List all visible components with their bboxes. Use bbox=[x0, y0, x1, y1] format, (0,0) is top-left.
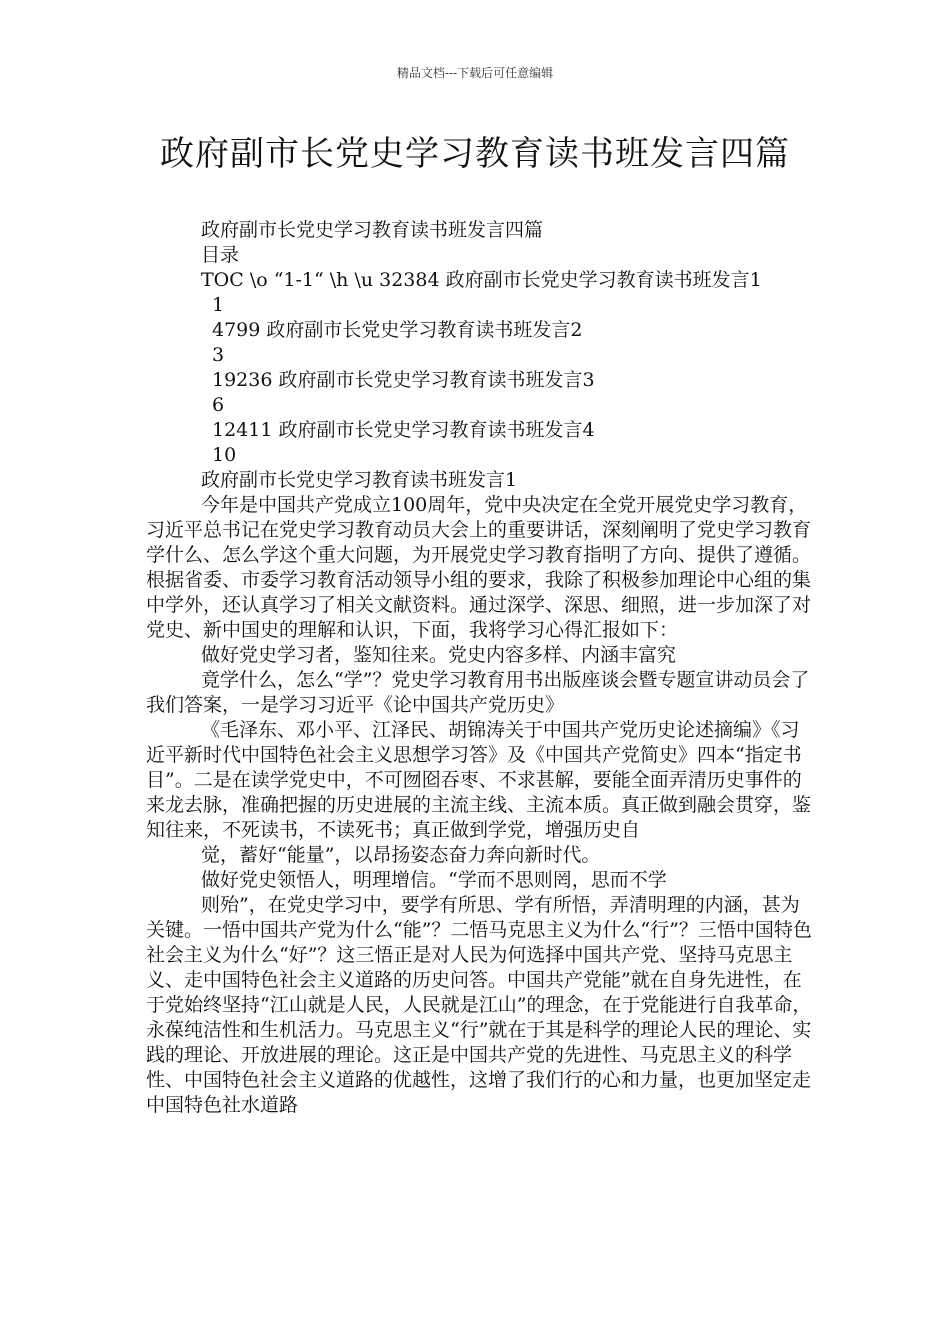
document-title: 政府副市长党史学习教育读书班发言四篇 bbox=[160, 134, 790, 174]
paragraph: 则殆”，在党史学习中，要学有所思、学有所悟，弄清明理的内涵，甚为关键。一悟中国共产党为什么“能”？二悟马克思主义为什么“行”？三悟中国特色社会主义为什么“好”？这三悟正是对人民为何选择中国共产党、坚持马克思主义、走中国特色社会主义道路的历史问答。中国共产党能”就在自身先进性，在于党始终坚持“江山就是人民，人民就是江山”的理念，在于党能进行自我革命，永葆纯洁性和生机活力。马克思主义“行”就在于其是科学的理论人民的理论、实践的理论、开放进展的理论。这正是中国共产党的先进性、马克思主义的科学性、中国特色社会主义道路的优越性，这增了我们行的心和力量，也更加坚定走中国特色社水道路 bbox=[146, 894, 812, 1116]
toc-line: 6 bbox=[212, 394, 225, 416]
paragraph: 《毛泽东、邓小平、江泽民、胡锦涛关于中国共产党历史论述摘编》《习近平新时代中国特色社会主义思想学习答》及《中国共产党简史》四本“指定书目”。二是在读学党史中，不可囫囵吞枣、不求甚解，要能全面弄清历史事件的来龙去脉，准确把握的历史进展的主流主线、主流本质。真正做到融会贯穿，鉴知往来，不死读书，不读死书；真正做到学党，增强历史自 bbox=[146, 719, 812, 841]
toc-line: 3 bbox=[212, 344, 225, 366]
header-note: 精品文档---下载后可任意编辑 bbox=[396, 66, 554, 80]
toc-line: 1 bbox=[212, 294, 225, 316]
paragraph: 今年是中国共产党成立100周年，党中央决定在全党开展党史学习教育，习近平总书记在党史学习教育动员大会上的重要讲话，深刻阐明了党史学习教育学什么、怎么学这个重大问题，为开展党史学习教育指明了方向、提供了遵循。根据省委、市委学习教育活动领导小组的要求，我除了积极参加理论中心组的集中学外，还认真学习了相关文献资料。通过深学、深思、细照，进一步加深了对党史、新中国史的理解和认识，下面，我将学习心得汇报如下： bbox=[146, 494, 812, 641]
paragraph: 目录 bbox=[201, 244, 240, 266]
paragraph: TOC \o “1-1“ \h \u 32384 政府副市长党史学习教育读书班发言1 bbox=[201, 269, 762, 291]
paragraph: 做好党史学习者，鉴知往来。党史内容多样、内涵丰富究 bbox=[201, 644, 677, 666]
toc-line: 4799 政府副市长党史学习教育读书班发言2 bbox=[212, 319, 583, 341]
paragraph: 政府副市长党史学习教育读书班发言1 bbox=[201, 469, 518, 491]
paragraph: 做好党史领悟人，明理增信。“学而不思则罔，思而不学 bbox=[201, 869, 667, 891]
toc-line: 19236 政府副市长党史学习教育读书班发言3 bbox=[212, 369, 595, 391]
paragraph: 觉，蓄好“能量”，以昂扬姿态奋力奔向新时代。 bbox=[201, 844, 601, 866]
document-body bbox=[146, 218, 816, 1118]
paragraph: 竟学什么，怎么“学”？党史学习教育用书出版座谈会暨专题宣讲动员会了我们答案，一是学习习近平《论中国共产党历史》 bbox=[146, 669, 810, 716]
toc-line: 10 bbox=[212, 444, 237, 466]
toc-line: 12411 政府副市长党史学习教育读书班发言4 bbox=[212, 419, 595, 441]
paragraph: 政府副市长党史学习教育读书班发言四篇 bbox=[201, 219, 544, 241]
